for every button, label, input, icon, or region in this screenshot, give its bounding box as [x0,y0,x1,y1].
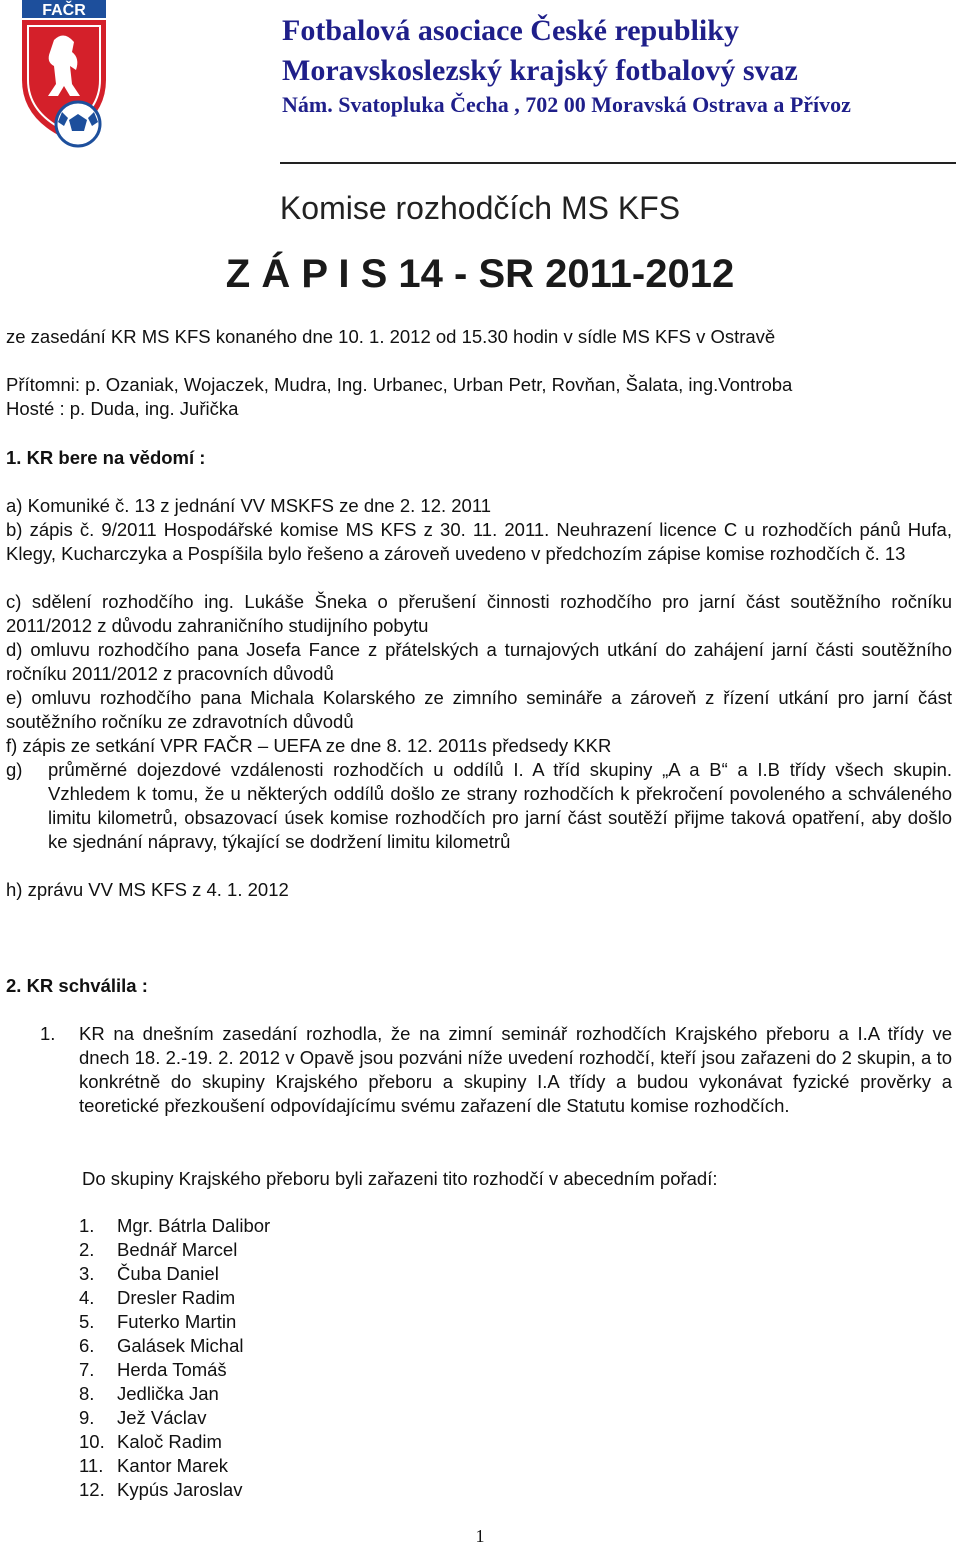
item-d: d) omluvu rozhodčího pana Josefa Fance z přátelských a turnajových utkání do zahájení jarní části soutěžního ročníku 2011/2012 z pracovních důvodů [6,639,952,684]
list-item-name: Kypús Jaroslav [117,1479,243,1500]
list-item [79,1479,242,1501]
item-g-label: g) [6,759,23,780]
record-title: Z Á P I S 14 - SR 2011-2012 [225,252,735,296]
list-item-number: 9. [79,1407,95,1428]
list-item-number: 8. [79,1383,95,1404]
list-item-name: Futerko Martin [117,1311,237,1332]
facr-logo [14,0,114,150]
list-item [79,1335,243,1357]
section2-item1: KR na dnešním zasedání rozhodla, že na zimní seminář rozhodčích Krajského přeboru a I.A třídy ve dnech 18. 2.-19. 2. 2012 v Opavě jsou pozváni níže uvedení rozhodčí, kteří jsou zařazeni do 2 skupin, a to konkrétně do skupiny Krajského přeboru a skupiny I.A třídy a budou vykonávat fyzické prověrky a teoretické přezkoušení odpovídajícímu svému zařazení dle Statutu komise rozhodčích. [79,1023,952,1116]
list-item-name: Jež Václav [117,1407,207,1428]
list-item-name: Jedlička Jan [117,1383,219,1404]
list-item-number: 4. [79,1287,95,1308]
list-item-name: Herda Tomáš [117,1359,227,1380]
list-item-name: Kantor Marek [117,1455,229,1476]
item-h: h) zprávu VV MS KFS z 4. 1. 2012 [6,879,289,900]
item-g: průměrné dojezdové vzdálenosti rozhodčích u oddílů I. A tříd skupiny „A a B“ a I.B třídy všech skupin. Vzhledem k tomu, že u některých oddílů došlo ze strany rozhodčích k překročení povoleného a schváleného limitu kilometrů, obsazovací úsek komise rozhodčích pro jarní část soutěží přijme taková opatření, aby došlo ke sjednání nápravy, týkající se dodržení limitu kilometrů [48,759,952,852]
list-item [79,1407,206,1429]
item-c: c) sdělení rozhodčího ing. Lukáše Šneka o přerušení činnosti rozhodčího pro jarní část soutěžního ročníku 2011/2012 z důvodu zahraničního studijního pobytu [6,591,952,636]
item-f: f) zápis ze setkání VPR FAČR – UEFA ze dne 8. 12. 2011s předsedy KKR [6,735,612,756]
list-item-name: Dresler Radim [117,1287,236,1308]
list-item-number: 7. [79,1359,95,1380]
logo-text: FAČR [42,2,86,19]
header-divider [280,162,956,164]
list-item-number: 1. [79,1215,95,1236]
list-item-number: 5. [79,1311,95,1332]
list-item [79,1383,219,1405]
list-item-name: Galásek Michal [117,1335,244,1356]
list-item [79,1239,237,1261]
list-item [79,1455,228,1477]
org-name-line2: Moravskoslezský krajský fotbalový svaz [282,54,798,87]
meeting-line: ze zasedání KR MS KFS konaného dne 10. 1. 2012 od 15.30 hodin v sídle MS KFS v Ostravě [6,326,776,347]
facr-crest-icon [14,0,114,150]
org-address: Nám. Svatopluka Čecha , 702 00 Moravská Ostrava a Přívoz [282,92,851,117]
attendance-present: Přítomni: p. Ozaniak, Wojaczek, Mudra, Ing. Urbanec, Urban Petr, Rovňan, Šalata, ing.Vontroba [6,374,793,395]
list-item-number: 6. [79,1335,95,1356]
list-item [79,1215,270,1237]
list-item-name: Mgr. Bátrla Dalibor [117,1215,271,1236]
list-item-number: 10. [79,1431,105,1452]
list-item [79,1263,219,1285]
attendance-guests: Hosté : p. Duda, ing. Juřička [6,398,239,419]
list-item-number: 3. [79,1263,95,1284]
list-item-name: Čuba Daniel [117,1263,219,1284]
group-intro: Do skupiny Krajského přeboru byli zařazeni tito rozhodčí v abecedním pořadí: [82,1168,718,1189]
list-item-number: 2. [79,1239,95,1260]
commission-title: Komise rozhodčích MS KFS [279,190,681,226]
list-item-number: 12. [79,1479,105,1500]
org-name-line1: Fotbalová asociace České republiky [282,14,739,47]
item-b: b) zápis č. 9/2011 Hospodářské komise MS KFS z 30. 11. 2011. Neuhrazení licence C u rozhodčích pánů Hufa, Klegy, Kucharczyka a Pospíšila bylo řešeno a zároveň uvedeno v předchozím zápise komise rozhodčích č. 13 [6,519,952,564]
list-item [79,1359,227,1381]
section1-heading: 1. KR bere na vědomí : [6,447,206,468]
list-item-number: 11. [79,1455,104,1476]
list-item-name: Bednář Marcel [117,1239,238,1260]
item-a: a) Komuniké č. 13 z jednání VV MSKFS ze dne 2. 12. 2011 [6,495,492,516]
list-item [79,1311,236,1333]
page-number: 1 [475,1526,485,1546]
list-item [79,1431,222,1453]
section2-item1-number: 1. [40,1023,56,1044]
list-item [79,1287,235,1309]
section2-heading: 2. KR schválila : [6,975,148,996]
item-e: e) omluvu rozhodčího pana Michala Kolarského ze zimního semináře a zároveň z řízení utkání pro jarní část soutěžního ročníku ze zdravotních důvodů [6,687,952,732]
list-item-name: Kaloč Radim [117,1431,222,1452]
